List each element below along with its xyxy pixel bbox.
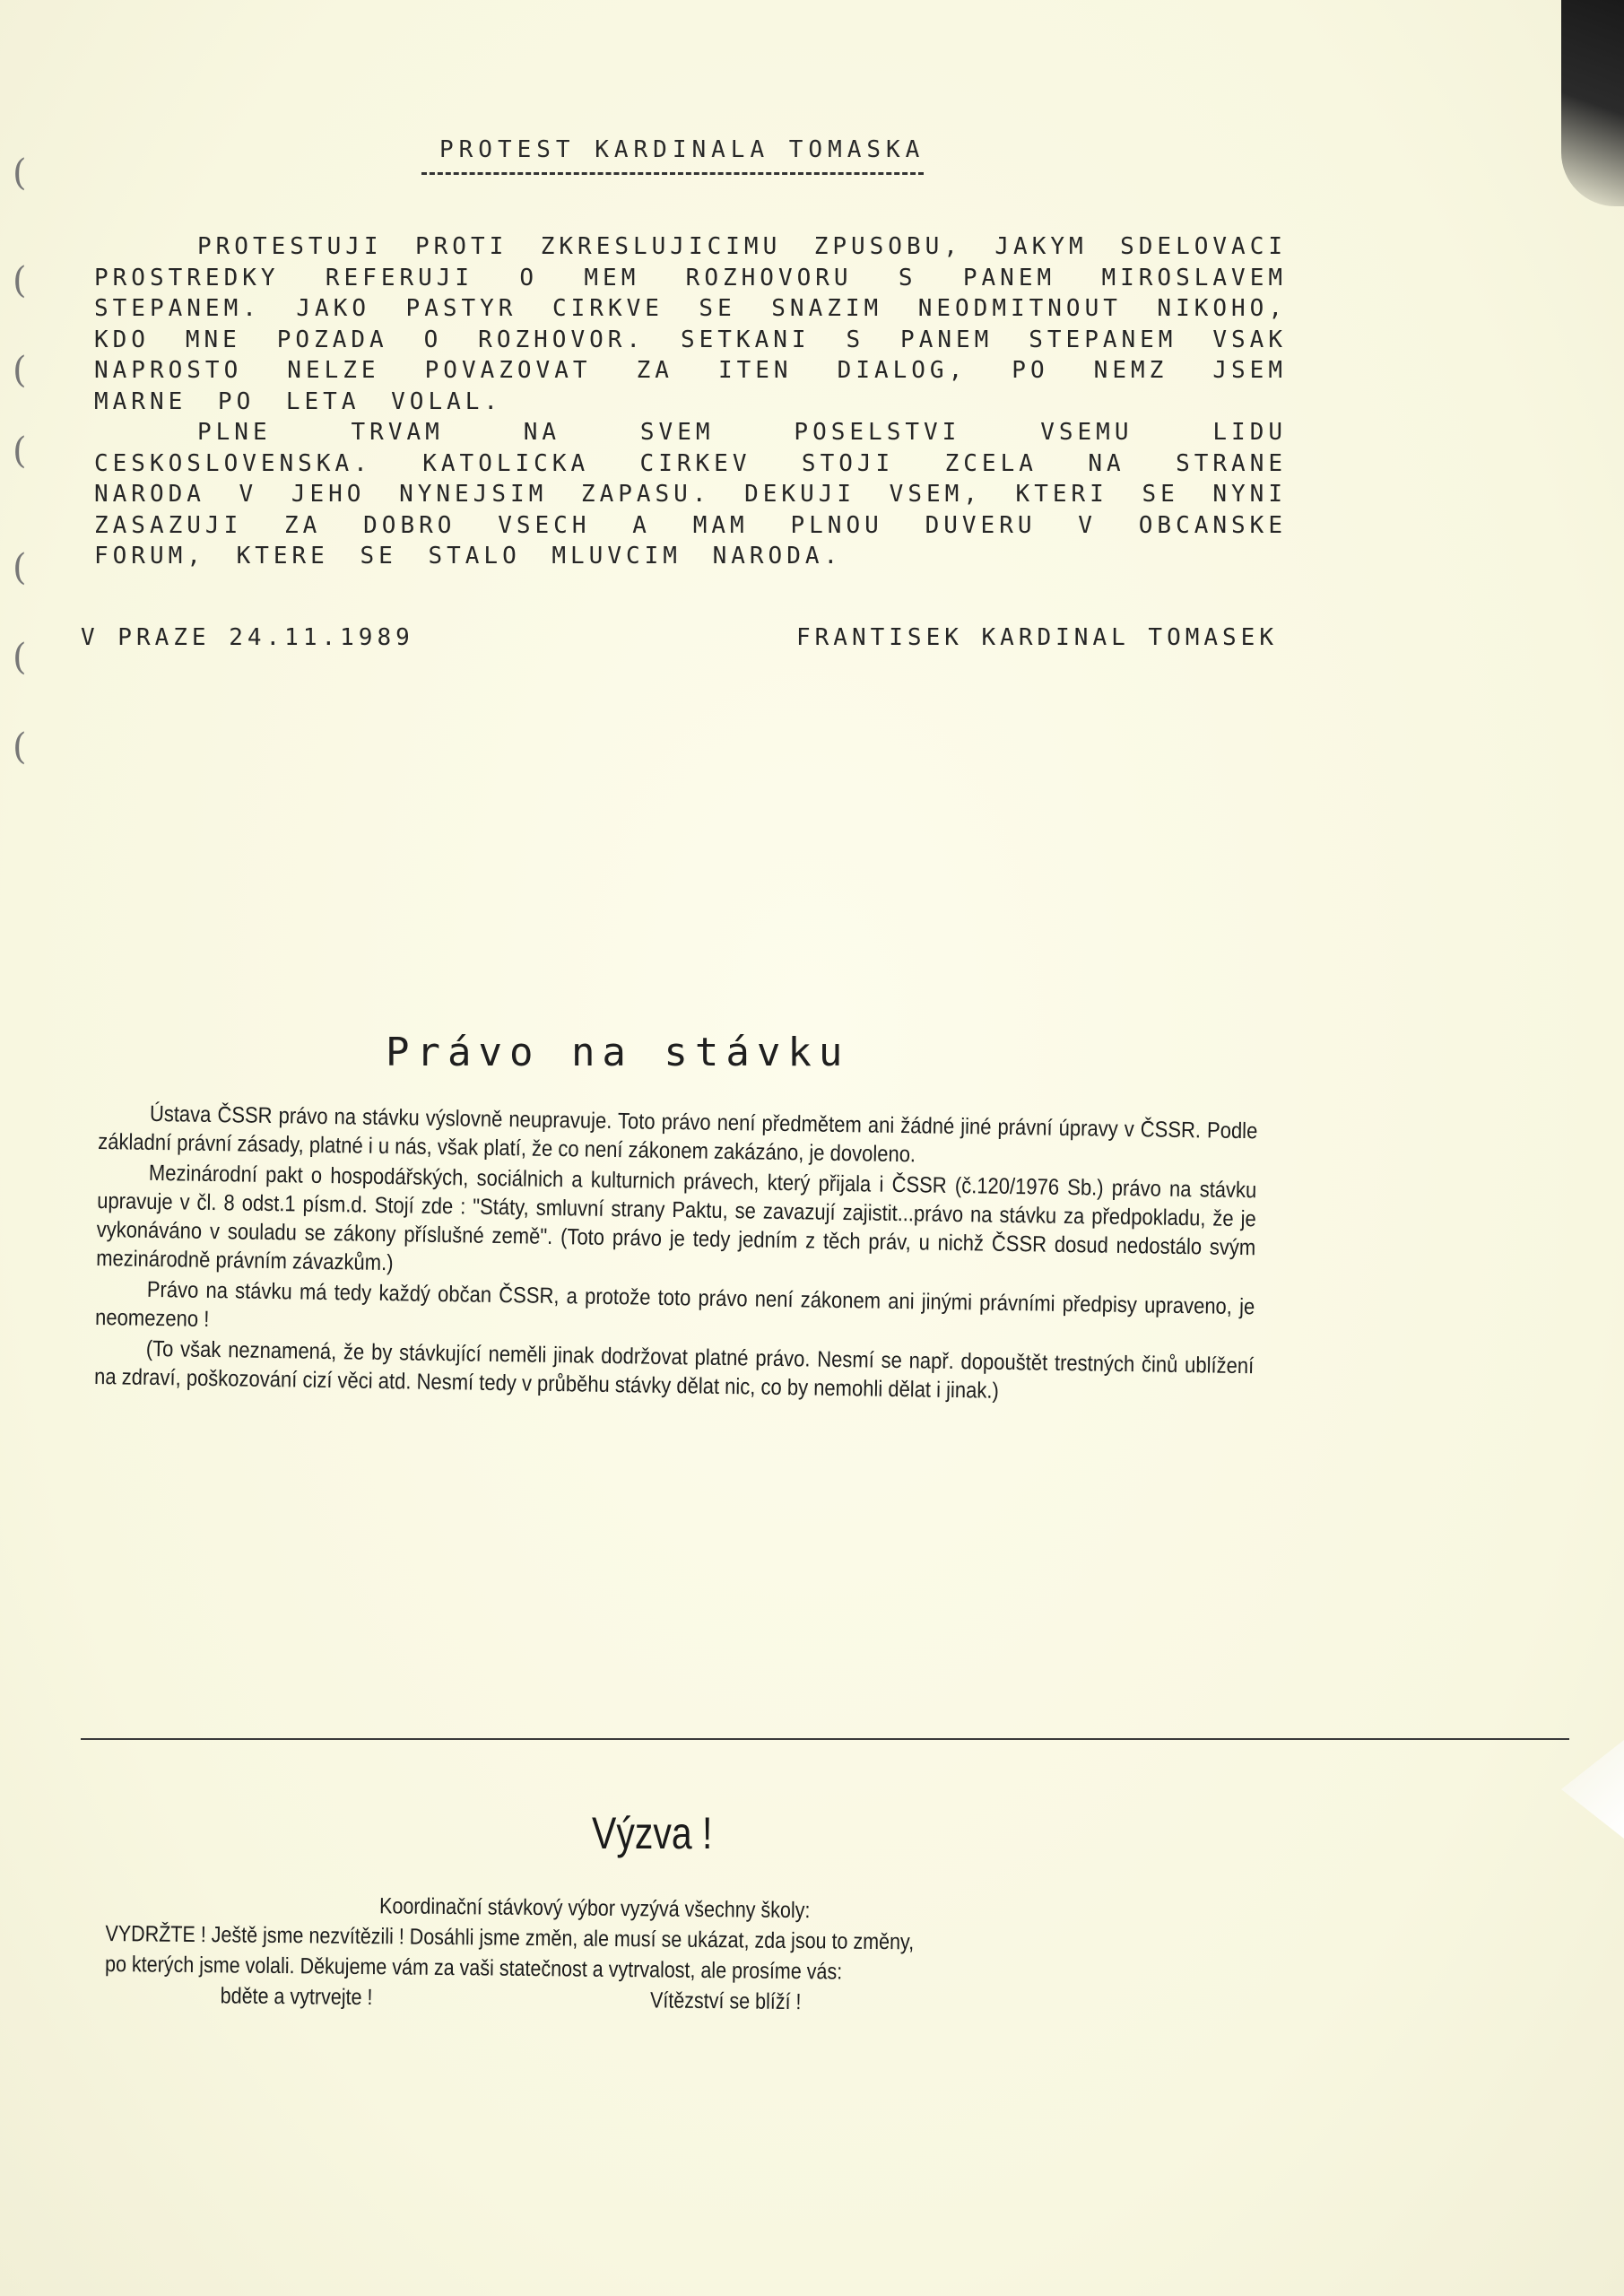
call-intro: Koordinační stávkový výbor vyzývá všechny školy: — [378, 1893, 811, 1924]
place-date: V PRAZE 24.11.1989 — [81, 624, 414, 651]
protest-paragraph: PROTESTUJI PROTI ZKRESLUJICIMU ZPUSOBU, JAKYM SDELOVACI PROSTREDKY REFERUJI O MEM ROZHOVORU S PANEM MIROSLAVEM STEPANEM. JAKO PASTYR CIRKVE SE SNAZIM NEODMITNOUT NIKOHO, KDO MNE POZADA O ROZHOVOR. SETKANI S PANEM STEPANEM VSAK NAPROSTO NELZE POVAZOVAT ZA ITEN DIALOG, PO NEMZ JSEM MARNE PO LETA VOLAL. — [94, 233, 1287, 415]
strike-paragraph: (To však neznamená, že by stávkující neměli jinak dodržovat platné právo. Nesmí se např. dopouštět trestných činů ublížení na zdraví, poškozování cizí věci atd. Nesmí tedy v průběhu stávky dělat nic, co by nemohli dělat i jinak.) — [93, 1335, 1255, 1404]
protest-paragraph: PLNE TRVAM NA SVEM POSELSTVI VSEMU LIDU CESKOSLOVENSKA. KATOLICKA CIRKEV STOJI ZCELA NA STRANE NARODA V JEHO NYNEJSIM ZAPASU. DEKUJI VSEM, KTERI SE NYNI ZASAZUJI ZA DOBRO VSECH A MAM PLNOU DUVERU V OBCANSKE FORUM, KTERE SE STALO MLUVCIM NARODA. — [94, 419, 1287, 570]
call-title: Výzva ! — [592, 1808, 713, 1858]
call-line-left: bděte a vytrvejte ! — [220, 1983, 373, 2011]
protest-body — [94, 231, 1287, 572]
signature: FRANTISEK KARDINAL TOMASEK — [796, 624, 1278, 651]
strike-paragraph: Právo na stávku má tedy každý občan ČSSR, a protože toto právo není zákonem ani jinými právními předpisy upraveno, je neomezeno ! — [94, 1276, 1255, 1332]
section-divider — [81, 1738, 1569, 1740]
strike-title: Právo na stávku — [386, 1030, 850, 1075]
scan-corner-shadow — [1561, 0, 1624, 206]
call-line: po kterých jsme volali. Děkujeme vám za vaši statečnost a vytrvalost, ale prosíme vás: — [104, 1951, 843, 1985]
call-line-right: Vítězství se blíží ! — [649, 1987, 802, 2015]
call-body — [105, 1888, 1272, 2022]
strike-body — [94, 1099, 1264, 1411]
page-fold — [1561, 1740, 1624, 1839]
margin-marks: ( ( ( ( ( ( ( — [13, 152, 27, 768]
strike-paragraph: Mezinárodní pakt o hospodářských, sociálnich a kulturnich právech, který přijala i ČSSR (č.120/1976 Sb.) právo na stávku upravuje v čl. 8 odst.1 písm.d. Stojí zde : "Státy, smluvní strany Paktu, se zavazují zajistit...právo na stávku za předpokladu, že je vykonáváno v souladu se zákony příslušné země". (Toto právo je tedy jedním z těch práv, u nichž ČSSR dosud nedostálo svým mezinárodně právním závazkům.) — [95, 1160, 1257, 1276]
strike-paragraph: Ústava ČSSR právo na stávku výslovně neupravuje. Toto právo není předmětem ani žádné jiné právní úpravy v ČSSR. Podle základní právní zásady, platné i u nás, však platí, že co není zákonem zakázáno, je dovoleno. — [98, 1100, 1258, 1168]
protest-title: PROTEST KARDINALA TOMASKA — [439, 136, 925, 163]
protest-title-underline — [421, 172, 924, 175]
call-line: VYDRŽTE ! Ještě jsme nezvítězili ! Dosáhli jsme změn, ale musí se ukázat, zda jsou to změny, — [105, 1920, 915, 1955]
